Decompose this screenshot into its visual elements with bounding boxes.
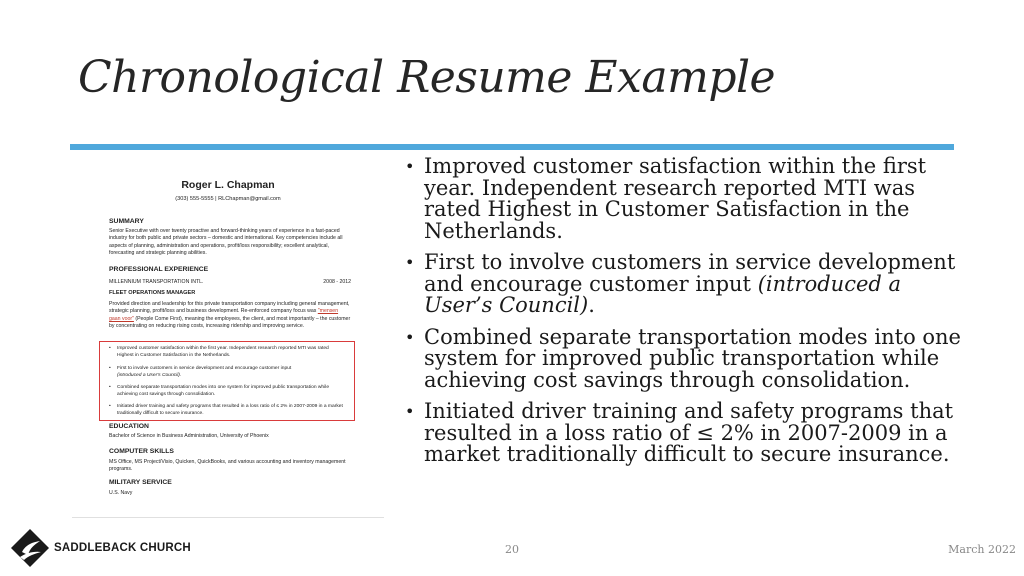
resume-employer-row: [109, 279, 351, 285]
resume-bullet-4: • Initiated driver training and safety programs that resulted in a loss ratio of ≤ 2% in 2007-2009 in a market traditionally difficult to secure insurance.: [117, 404, 345, 417]
resume-skills-heading: COMPUTER SKILLS: [109, 448, 174, 455]
bullet-text: Initiated driver training and safety programs that resulted in a loss ratio of ≤ 2% in 2007-2009 in a market traditionally difficult to secure insurance.: [424, 399, 954, 466]
resume-skills-text: MS Office, MS Project/Visio, Quicken, QuickBooks, and various accounting and inventory management programs.: [109, 459, 346, 473]
resume-role-text: [109, 301, 351, 331]
bullet-item: [404, 156, 964, 242]
resume-contact: (303) 555-5555 | RLChapman@gmail.com: [175, 196, 281, 202]
resume-role-text-2: (People Come First), meaning the employees, the client, and most importantly – the customer by concentrating on reducing rising costs, increasing ridership and improving service.: [109, 315, 351, 330]
resume-summary-heading: SUMMARY: [109, 218, 144, 225]
resume-role: FLEET OPERATIONS MANAGER: [109, 290, 196, 296]
org-name: SADDLEBACK CHURCH: [54, 542, 191, 554]
resume-name: Roger L. Chapman: [181, 179, 275, 191]
saddleback-logo-icon: [10, 528, 50, 568]
resume-experience-heading: PROFESSIONAL EXPERIENCE: [109, 266, 209, 273]
bullet-item: [404, 401, 964, 466]
resume-education-text: Bachelor of Science in Business Administration, University of Phoenix: [109, 433, 269, 439]
bullet-text: Combined separate transportation modes into one system for improved public transportation while achieving cost savings through consolidation.: [424, 324, 961, 392]
bullet-list: [404, 156, 964, 476]
resume-military-heading: MILITARY SERVICE: [109, 479, 172, 486]
resume-image: [72, 152, 384, 518]
resume-military-text: U.S. Navy: [109, 490, 133, 496]
resume-employer: MILLENNIUM TRANSPORTATION INTL.: [109, 279, 204, 285]
bullet-item: [404, 252, 964, 317]
resume-education-heading: EDUCATION: [109, 423, 149, 430]
resume-bullet-2-text: First to involve customers in service development and encourage customer input: [117, 366, 292, 371]
resume-bullet-2: [117, 366, 345, 379]
resume-bullet-2-italic: (introduced a User's Council).: [117, 372, 182, 378]
bullet-item: [404, 324, 964, 392]
bullet-tail: .: [588, 293, 595, 317]
title-divider: [70, 144, 954, 150]
bullet-italic-text: (introduced a User’s Council): [424, 271, 902, 317]
slide-date: March 2022: [948, 543, 1016, 556]
bullet-text: Improved customer satisfaction within the first year. Independent research reported MTI was rated Highest in Customer Satisfaction in the Netherlands.: [424, 154, 927, 243]
resume-role-quote: "mensen gaan voor": [109, 308, 339, 322]
resume-bullet-1: • Improved customer satisfaction within the first year. Independent research reported MTI was rated Highest in Customer Satisfaction in the Netherlands.: [117, 346, 345, 359]
resume-bullet-3: • Combined separate transportation modes into one system for improved public transportation while achieving cost savings through consolidation.: [117, 385, 345, 398]
resume-role-text-1: Provided direction and leadership for this private transportation company including general management, strategic planning, profit/loss and business development. Re-enforced company focus was: [109, 301, 350, 315]
page-number: 20: [505, 543, 519, 556]
resume-summary-text: Senior Executive with over twenty proactive and forward-thinking years of experience in a fast-paced industry for both public and private sectors – domestic and international. Key competencies include all aspects of planning, administration and operations, profit/loss responsibility; excellent analytical, forecasting and strategic planning abilities.: [109, 228, 343, 257]
slide-title: Chronological Resume Example: [78, 52, 776, 103]
bullet-text: First to involve customers in service development and encourage customer input: [424, 250, 956, 296]
resume-employer-dates: 2008 - 2012: [323, 279, 351, 285]
